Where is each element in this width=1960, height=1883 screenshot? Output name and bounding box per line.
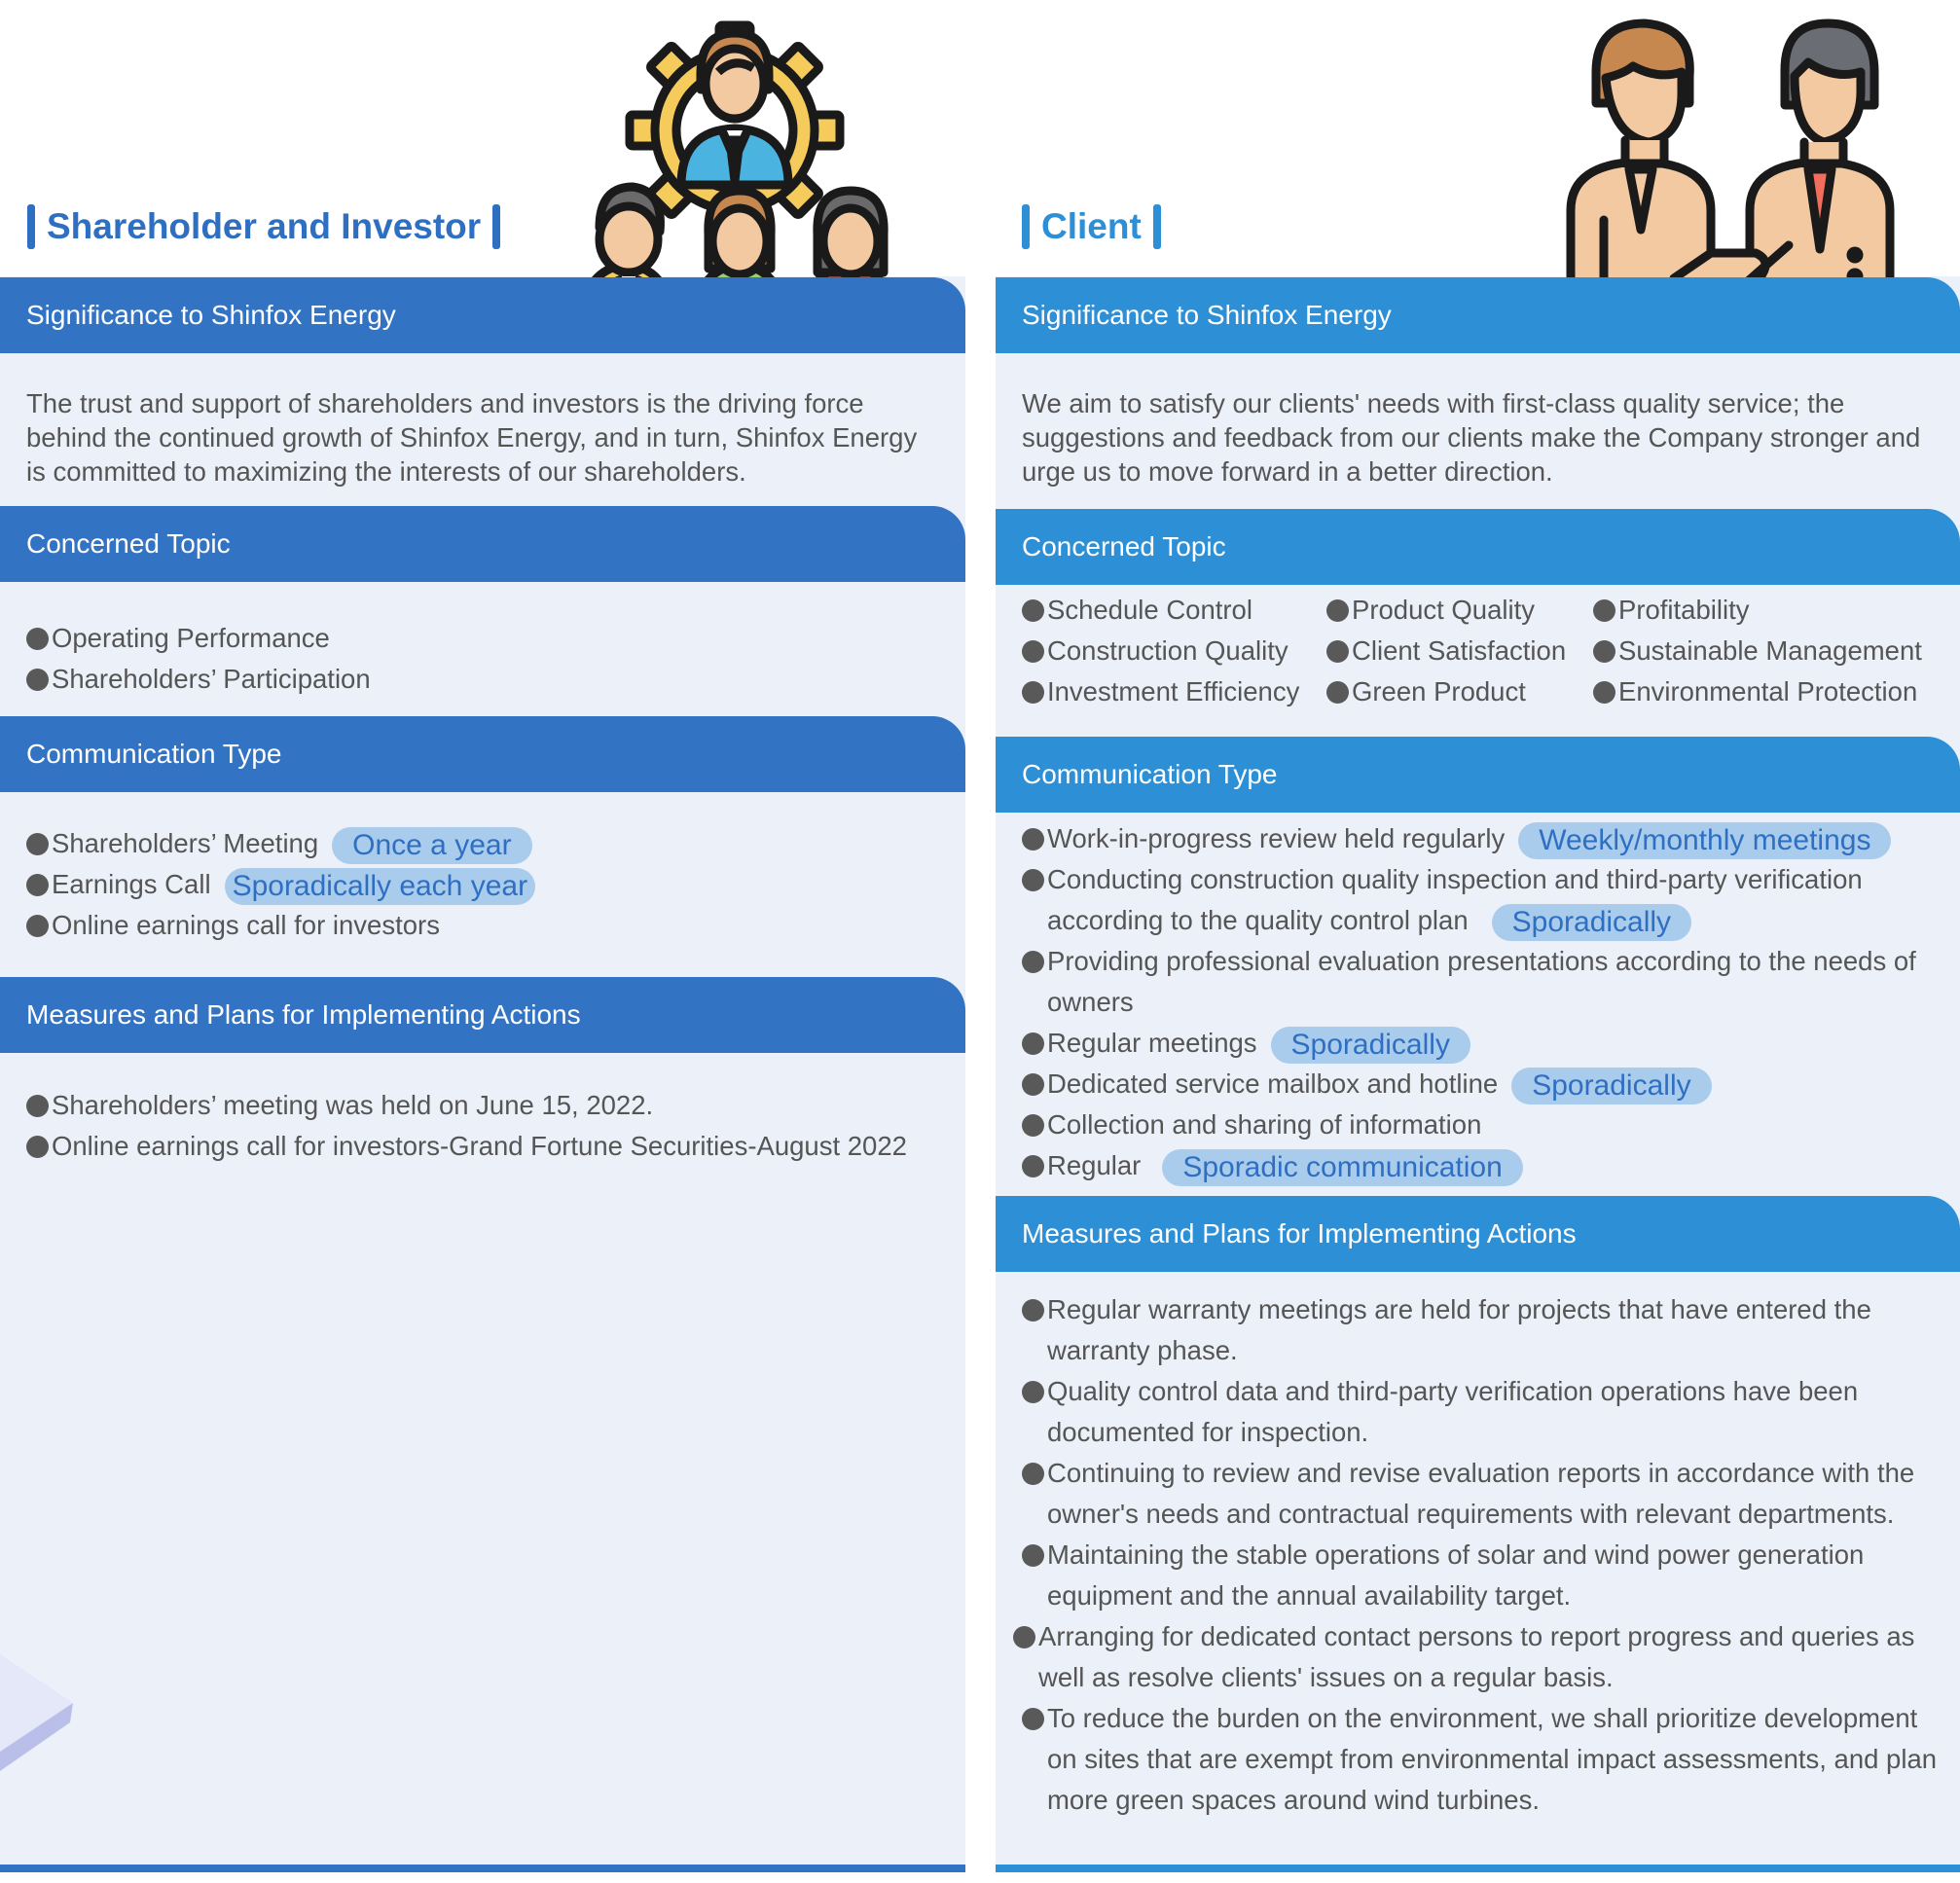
title-bar-right [492,204,500,249]
bullet-icon [1022,1114,1044,1137]
measures-header-text: Measures and Plans for Implementing Actions [26,999,581,1030]
frequency-badge: Sporadically each year [225,868,536,905]
list-item [1022,1698,1941,1821]
bottom-rule [0,1865,965,1872]
bullet-icon [26,915,49,937]
frequency-badge: Sporadically [1511,1068,1711,1104]
communication-text: Dedicated service mailbox and hotline [1047,1068,1499,1099]
section-title-text: Client [1041,206,1142,246]
topic-column [1593,590,1922,712]
list-item [1593,590,1922,631]
bullet-icon [1022,1299,1044,1322]
topic-header [0,506,965,582]
bullet-icon [26,1095,49,1117]
communication-text: Earnings Call [52,869,211,899]
topic-text: Operating Performance [52,623,330,653]
bullet-icon [1013,1626,1035,1648]
communication-header-text: Communication Type [26,739,282,769]
list-item [26,1085,907,1126]
measures-list [1022,1289,1941,1821]
bullet-icon [1326,681,1349,704]
decorative-block-icon [0,1645,78,1781]
list-item [1326,590,1566,631]
measures-header-text: Measures and Plans for Implementing Actions [1022,1218,1577,1249]
bullet-icon [1022,828,1044,851]
shareholder-column [0,0,965,1883]
title-bar-left [1022,204,1030,249]
significance-text: The trust and support of shareholders and investors is the driving force behind the continued growth of Shinfox Energy, and in turn, Shinfox Energy is committed to maximizing the interests of our shareholders. [26,388,918,487]
bullet-icon [1022,599,1044,622]
list-item [1022,818,1941,859]
topic-text: Product Quality [1352,595,1536,625]
list-item [1022,671,1299,712]
bullet-icon [26,874,49,896]
measure-text: Regular warranty meetings are held for projects that have entered the warranty phase. [1047,1294,1871,1365]
topic-text: Investment Efficiency [1047,676,1300,706]
communication-list [26,823,950,946]
list-item [26,905,950,946]
communication-header [996,737,1960,813]
topic-text: Schedule Control [1047,595,1252,625]
bullet-icon [26,833,49,855]
significance-header-text: Significance to Shinfox Energy [1022,300,1392,330]
bullet-icon [1326,640,1349,663]
bullet-icon [1022,869,1044,891]
list-item [26,1126,907,1167]
communication-text: Regular [1047,1150,1142,1180]
bullet-icon [1593,599,1615,622]
list-item [1013,1616,1941,1698]
bullet-icon [26,669,49,691]
communication-text: Conducting construction quality inspection and third-party verification according to the quality control plan [1047,864,1863,935]
topic-header [996,509,1960,585]
measure-text: Arranging for dedicated contact persons to report progress and queries as well as resolve clients' issues on a regular basis. [1038,1621,1915,1692]
section-title [27,202,500,251]
measures-list [26,1085,907,1167]
bullet-icon [26,1136,49,1158]
bullet-icon [1593,681,1615,704]
significance-header-text: Significance to Shinfox Energy [26,300,396,330]
topic-text: Construction Quality [1047,635,1289,666]
bullet-icon [1022,1032,1044,1055]
list-item [1326,631,1566,671]
list-item [1022,590,1299,631]
significance-text: We aim to satisfy our clients' needs with first-class quality service; the suggestions and feedback from our clients make the Company stronger and urge us to move forward in a better direction. [1022,388,1921,487]
list-item [1022,1023,1941,1064]
topic-text: Shareholders’ Participation [52,664,371,694]
bullet-icon [26,628,49,650]
title-bar-right [1153,204,1161,249]
frequency-badge: Weekly/monthly meetings [1518,822,1891,859]
list-item [1022,1453,1941,1535]
list-item [26,618,950,659]
list-item [1022,1145,1941,1186]
list-item [1593,631,1922,671]
topic-header-text: Concerned Topic [26,528,231,559]
bullet-icon [1022,1544,1044,1567]
bottom-rule [996,1865,1960,1872]
communication-text: Providing professional evaluation presentations according to the needs of owners [1047,946,1916,1017]
measure-text: Maintaining the stable operations of solar and wind power generation equipment and the annual availability target. [1047,1539,1865,1611]
frequency-badge: Sporadic communication [1162,1149,1523,1186]
bullet-icon [1022,951,1044,973]
list-item [1022,1289,1941,1371]
bullet-icon [1593,640,1615,663]
communication-text: Online earnings call for investors [52,910,440,940]
significance-header [0,277,965,353]
communication-header [0,716,965,792]
topic-text: Profitability [1618,595,1750,625]
section-title-text: Shareholder and Investor [47,206,482,246]
topic-column [1326,590,1566,712]
bullet-icon [1022,1155,1044,1177]
measures-header [0,977,965,1053]
measure-text: Continuing to review and revise evaluation reports in accordance with the owner's needs and contractual requirements with relevant departments. [1047,1458,1915,1529]
communication-text: Collection and sharing of information [1047,1109,1482,1140]
measure-text: Online earnings call for investors-Grand Fortune Securities-August 2022 [52,1131,907,1161]
significance-header [996,277,1960,353]
bullet-icon [1022,1073,1044,1096]
list-item [1022,631,1299,671]
frequency-badge: Once a year [332,827,531,864]
title-bar-left [27,204,35,249]
communication-text: Regular meetings [1047,1028,1257,1058]
communication-text: Shareholders’ Meeting [52,828,319,858]
topic-text: Sustainable Management [1618,635,1922,666]
list-item [1593,671,1922,712]
list-item [1326,671,1566,712]
bullet-icon [1022,1463,1044,1485]
topic-grid [1022,590,1952,716]
communication-header-text: Communication Type [1022,759,1278,789]
topic-text: Environmental Protection [1618,676,1918,706]
bullet-icon [1022,1381,1044,1403]
measure-text: Shareholders’ meeting was held on June 15, 2022. [52,1090,654,1120]
measures-header [996,1196,1960,1272]
bullet-icon [1022,1708,1044,1730]
measure-text: Quality control data and third-party verification operations have been documented for inspection. [1047,1376,1859,1447]
list-item [1022,1064,1941,1104]
list-item [26,823,950,864]
bullet-icon [1326,599,1349,622]
frequency-badge: Sporadically [1492,904,1691,941]
topic-text: Green Product [1352,676,1526,706]
communication-list [1022,818,1941,1186]
communication-text: Work-in-progress review held regularly [1047,823,1506,853]
topic-list [26,618,950,700]
list-item [26,864,950,905]
list-item [1022,941,1941,1023]
list-item [1022,1535,1941,1616]
list-item [1022,1371,1941,1453]
list-item [1022,1104,1941,1145]
topic-text: Client Satisfaction [1352,635,1567,666]
frequency-badge: Sporadically [1271,1027,1470,1064]
section-title [1022,202,1161,251]
topic-column [1022,590,1299,712]
topic-header-text: Concerned Topic [1022,531,1226,561]
client-column [996,0,1960,1883]
list-item [1022,859,1941,941]
bullet-icon [1022,681,1044,704]
measure-text: To reduce the burden on the environment, we shall prioritize development on sites that are exempt from environmental impact assessments, and plan more green spaces around wind turbines. [1047,1703,1938,1815]
bullet-icon [1022,640,1044,663]
list-item [26,659,950,700]
